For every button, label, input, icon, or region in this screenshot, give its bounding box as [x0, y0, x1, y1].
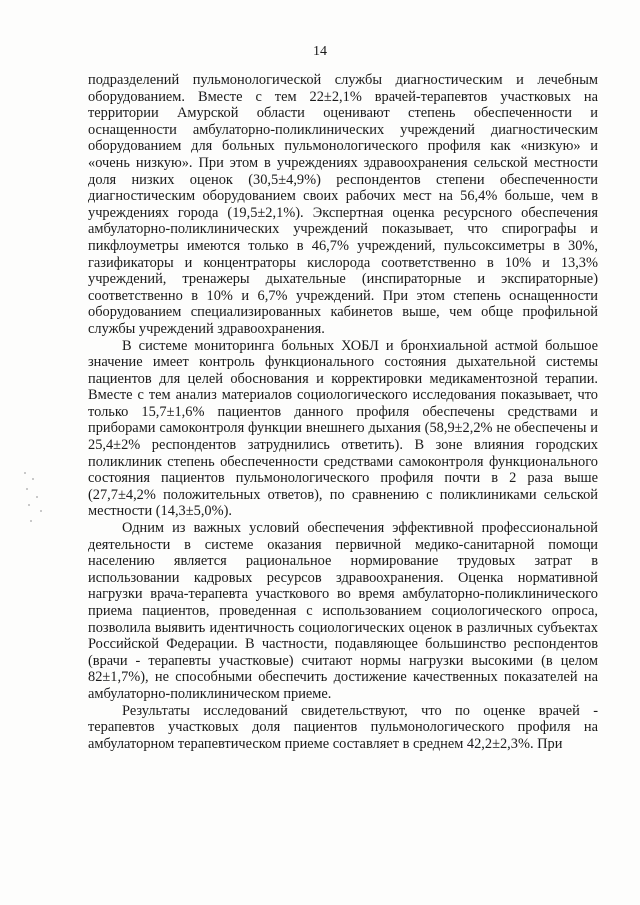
- page-number: 14: [313, 44, 327, 59]
- paragraph: В системе мониторинга больных ХОБЛ и бронхиальной астмой большое значение имеет контроль функционального состояния дыхательной системы пациентов для целей обоснования и корректировки медикаментозной терапии. Вместе с тем анализ материалов социологического исследования показывает, что только 15,7±1,6% пациентов данного профиля обеспечены средствами и приборами самоконтроля функции внешнего дыхания (58,9±2,2% не обеспечены и 25,4±2% респондентов затруднились ответить). В зоне влияния городских поликлиник степень обеспеченности средствами самоконтроля функционального состояния пациентов пульмонологического профиля почти в 2 раза выше (27,7±4,2% положительных ответов), по сравнению с поликлиниками сельской местности (14,3±5,0%).: [88, 337, 598, 520]
- paragraph: Результаты исследований свидетельствуют, что по оценке врачей - терапевтов участковых доля пациентов пульмонологического профиля на амбулаторном терапевтическом приеме составляет в среднем 42,2±2,3%. При: [88, 702, 598, 752]
- paragraph: Одним из важных условий обеспечения эффективной профессиональной деятельности в системе оказания первичной медико-санитарной помощи населению является рациональное нормирование трудовых затрат в использовании кадровых ресурсов здравоохранения. Оценка нормативной нагрузки врача-терапевта участкового во время амбулаторно-поликлинического приема пациентов, проведенная с использованием социологического опроса, позволила выявить идентичность социологических оценок в различных субъектах Российской Федерации. В частности, подавляющее большинство респондентов (врачи - терапевты участковые) считают нормы нагрузки высокими (в целом 82±1,7%), не способными обеспечить достижение качественных показателей на амбулаторно-поликлиническом приеме.: [88, 520, 598, 702]
- body-text: [88, 72, 598, 752]
- paragraph: подразделений пульмонологической службы диагностическим и лечебным оборудованием. Вместе с тем 22±2,1% врачей-терапевтов участковых на территории Амурской области оценивают степень обеспеченности и оснащенности амбулаторно-поликлинических учреждений диагностическим оборудованием для больных пульмонологического профиля как «низкую» и «очень низкую». При этом в учреждениях здравоохранения сельской местности доля низких оценок (30,5±4,9%) респондентов степени обеспеченности диагностическим оборудованием своих рабочих мест на 56,4% больше, чем в учреждениях города (19,5±2,1%). Экспертная оценка ресурсного обеспечения амбулаторно-поликлинических учреждений показывает, что спирографы и пикфлоуметры имеются только в 46,7% учреждений, пульсоксиметры в 30%, газификаторы и концентраторы кислорода соответственно в 10% и 13,3% учреждений, тренажеры дыхательные (инспираторные и экспираторные) соответственно в 10% и 6,7% учреждений. При этом степень оснащенности оборудованием специализированных кабинетов выше, чем обще профильной службы учреждений здравоохранения.: [88, 72, 598, 337]
- scan-artifact: [20, 470, 60, 530]
